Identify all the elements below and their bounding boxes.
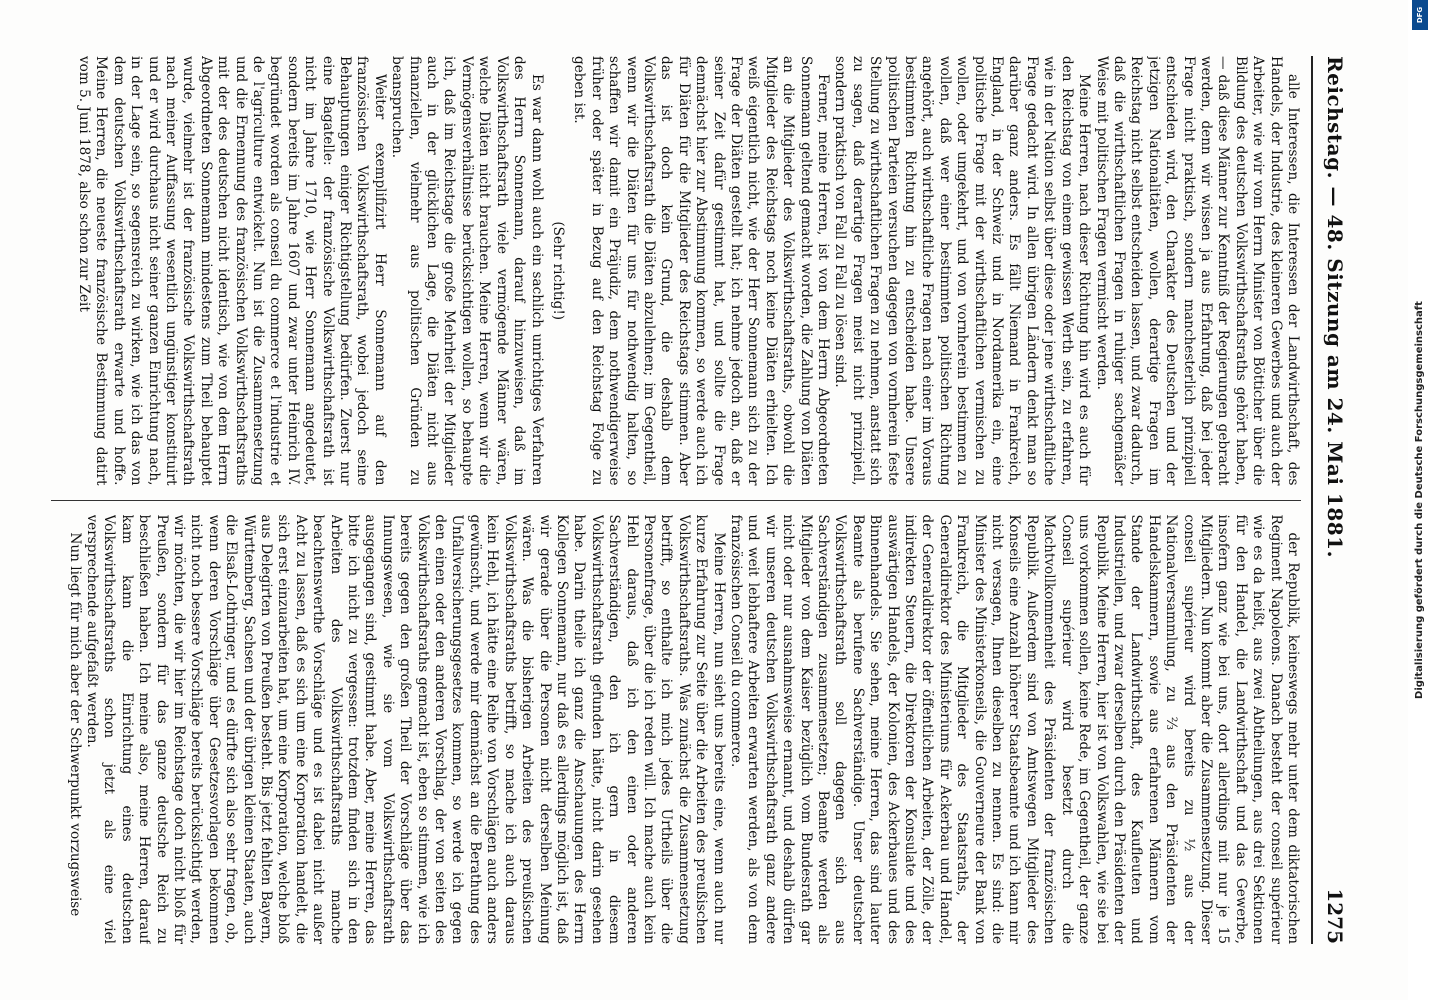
page-number: 1275 [1323, 888, 1347, 944]
rotated-newspaper-page [35, 30, 1365, 970]
paragraph: Weiter exemplifizirt Herr Sonnemann auf den französischen Volkswirthschaftsrath, wobei jedoch seine Behauptungen einiger Richtigstellung bedürfen. Zuerst nur eine Bagatelle: der französische Volkswirthschaftsrath ist nicht im Jahre 1710, wie Herr Sonnemann angedeutet, sondern bereits im Jahre 1607 und zwar unter Heinrich IV. begründet worden als conseil du commerce et l'industrie et de l'agriculture entwickelt. Nun ist die Zusammensetzung und die Ernennung des französischen Volkswirthschaftsraths mit der des deutschen nicht identisch, wie von dem Herrn Abgeordneten Sonnemann mindestens zum Theil behauptet wurde, vielmehr ist der französische Volkswirthschaftsrath nach meiner Auffassung wesentlich ungünstiger konstituirt und er wird durchaus nicht seiner ganzen Einrichtung nach, in der Lage sein, so segensreich zu wirken, wie ich das von dem deutschen Volkswirthschaftsrath erwarte und hoffe. Meine Herren, die neueste französische Bestimmung datirt vom 5. Juni 1878, also schon zur Zeit [75, 56, 388, 486]
digitization-credit-strip [1408, 0, 1432, 1000]
page-header [1311, 56, 1347, 944]
paragraph: Es war dann wohl auch ein sachlich unrichtiges Verfahren des Herrn Sonnemann, darauf hinzuweisen, daß im Volkswirthschaftsrath viele vermögende Männer wären, welche Diäten nicht brauchen. Meine Herren, wenn wir die Vermögensverhältnisse berücksichtigen wollen, so behaupte ich, daß im Reichstage die große Mehrheit der Mitglieder auch in der glücklichen Lage, die Diäten nicht aus finanziellen, vielmehr aus politischen Gründen zu beanspruchen. [389, 56, 545, 486]
paragraph: Nun liegt für mich aber der Schwerpunkt vorzugsweise [66, 532, 83, 917]
column-divider [51, 500, 1301, 501]
paragraph: Meine Herren, nach dieser Richtung hin wird es auch für den Reichstag von einem gewissen Werth sein, zu erfahren, wie in der Nation selbst über diese oder jene wirthschaftliche Frage gedacht wird. In allen übrigen Ländern denkt man so darüber ganz anders. Es fällt Niemand in Frankreich, England, in der Schweiz und in Nordamerika ein, eine politische Frage mit der wirthschaftlichen vermischen zu wollen, oder umgekehrt, und von vornherein bestimmen zu wollen, daß wer einer bestimmten politischen Richtung angehört, auch wirthschaftliche Fragen nach einer im Voraus bestimmten Richtung hin zu entscheiden habe. Unsere politischen Parteien versuchen dagegen von vornherein feste Stellung zu wirthschaftlichen Fragen zu nehmen, anstatt sich zu sagen, daß derartige Fragen meist nicht prinzipiell, sondern praktisch von Fall zu Fall zu lösen sind. [832, 56, 1093, 486]
credit-text: Digitalisierung gefördert durch die Deutsche Forschungsgemeinschaft [1414, 301, 1425, 699]
interjection: (Sehr richtig!) [549, 221, 566, 321]
header-title: Reichstag. — 48. Sitzung am 24. Mai 1881. [1323, 56, 1347, 559]
column-right [51, 515, 1301, 945]
dfg-logo-icon [1412, 0, 1428, 30]
paragraph: Ferner, meine Herren, ist von dem Herrn Abgeordneten Sonnemann geltend gemacht worden, die Zahlung von Diäten an die Mitglieder des Volkswirthschaftsraths, obwohl die Mitglieder des Reichstags noch keine Diäten erhielten. Ich weiß eigentlich nicht, wie der Herr Sonnemann sich zu der Frage der Diäten gestellt hat; ich nehme jedoch an, daß er seiner Zeit dafür gestimmt hat, und sollte die Frage demnächst hier zur Abstimmung kommen, so werde auch ich für Diäten für die Mitglieder des Reichstags stimmen. Aber das ist doch kein Grund, die deshalb dem Volkswirthschaftsrath die Diäten abzulehnen; im Gegentheil, wenn wir die Diäten für uns für nothwendig halten, so schaffen wir damit ein Präjudiz, dem nothwendigerweise früher oder später in Bezug auf den Reichstag Folge zu geben ist. [571, 56, 832, 486]
dfg-logo-text: DFG [1416, 6, 1424, 24]
digitization-credit [1408, 0, 1432, 1000]
paragraph: alle Interessen, die Interessen der Landwirthschaft, des Handels, der Industrie, des kleineren Gewerbes und auch der Arbeiter, wie wir vom Herrn Minister von Bötticher über die Bildung des deutschen Volkswirthschaftsraths gehört haben, — daß diese Männer zur Kenntniß der Regierungen gebracht werden, denn wir wissen ja aus Erfahrung, daß bei jeder Frage nicht praktisch, sondern manchesterlich prinzipiell entschieden wird, den Charakter des Deutschen und der jetzigen Nationalitäten, wollen, derartige Fragen im Reichstag nicht selbst entscheiden lassen, und zwar dadurch, daß die wirthschaftlichen Fragen in ruhiger sachgemäßer Weise mit politischen Fragen vermischt werden. [1093, 56, 1301, 486]
text-columns [51, 56, 1301, 944]
paragraph: der Republik, keineswegs mehr unter dem diktatorischen Regiment Napoleons. Danach besteht der conseil supérieur wie es da heißt, aus zwei Abtheilungen, aus drei Sektionen für den Handel, die Landwirthschaft und das Gewerbe, insofern ganz wie bei uns, dort allerdings mit nur je 15 Mitgliedern. Nun kommt aber die Zusammensetzung. Dieser conseil supérieur wird bereits zu ½ aus der Nationalversammlung, zu ⅔ aus den Präsidenten der Handelskammern, sowie aus erfahrenen Männern vom Stande der Landwirthschaft, des Kaufleuten und Industriellen, und zwar derselben durch den Präsidenten der Republik. Meine Herren, hier ist von Volkswahlen, wie sie bei uns vorkommen sollen, keine Rede, im Gegentheil, der ganze Conseil supérieur wird besetzt durch die Machtvollkommenheit des Präsidenten der französischen Republik. Außerdem sind von Amtswegen Mitglieder des Konseils eine Anzahl höherer Staatsbeamte und ich kann mir nicht versagen, Ihnen dieselben zu nennen. Es sind: die Minister des Ministerkonseils, die Gouverneure der Bank von Frankreich, die Mitglieder des Staatsraths, der Generaldirektor des Ministeriums für Ackerbau und Handel, der Generaldirektor der öffentlichen Arbeiten, der Zölle, der indirekten Steuern, die Direktoren der Konsulate und des auswärtigen Handels, der Kolonien, des Ackerbaues und des Binnenhandels. Sie sehen, meine Herren, das sind lauter Beamte als berufene Sachverständige. Unser deutscher Volkswirthschaftsrath soll dagegen sich aus Sachverständigen zusammensetzen; Beamte werden als Mitglieder von dem Kaiser bezüglich vom Bundesrath gar nicht oder nur ausnahmsweise ernannt, und deshalb dürfen wir unseren deutschen Volkswirthschaftsrath ganz andere und weit lebhaftere Arbeiten erwarten werden, als von dem französischen Conseil du commerce. [728, 514, 1301, 944]
column-left [51, 56, 1301, 486]
paragraph: Meine Herren, nun sieht uns bereits eine, wenn auch nur kurze Erfahrung zur Seite über die Arbeiten des preußischen Volkswirthschaftsraths. Was zunächst die Zusammensetzung betrifft, so enthalte ich mich jedes Urtheils über die Personenfrage, über die ich reden will. Ich mache auch kein Hehl daraus, daß ich den einen oder anderen Sachverständigen, den ich gern in diesem Volkswirthschaftsrath gefunden hätte, nicht darin gesehen habe. Darin theile ich ganz die Anschauungen des Herrn Kollegen Sonnemann, nur daß es allerdings möglich ist, daß wir gerade über die Personen nicht derselben Meinung wären. Was die bisherigen Arbeiten des preußischen Volkswirthschaftsraths betrifft, so mache ich auch daraus kein Hehl, ich hätte eine Reihe von Vorschlägen auch anders gewünscht, und werde mir demnächst an die Berathung des Unfallversicherungsgesetzes kommen, so werde ich gegen den einen oder den anderen Vorschlag, der von seiten des Volkswirthschaftsraths gemacht ist, eben so stimmen, wie ich bereits gegen den großen Theil der Vorschläge über das Innungswesen, wie sie vom Volkswirthschaftsrath ausgegangen sind, gestimmt habe. Aber, meine Herren, das bitte ich nicht zu vergessen: trotzdem finden sich in den Arbeiten des Volkswirthschaftsraths manche beachtenswerthe Vorschläge und es ist dabei nicht außer Acht zu lassen, daß es sich um eine Korporation handelt, die sich erst einzuarbeiten hat, um eine Korporation, welche bloß aus Delegirten von Preußen besteht. Bis jetzt fehlten Bayern, Württemberg, Sachsen und der übrigen kleinen Staaten, auch die Elsaß-Lothringer, und es dürfte sich also sehr fragen, ob, wenn deren Vorschläge über Gesetzesvorlagen bekommen nicht noch bessere Vorschläge bereits berücksichtigt werden, wir möchten, die wir hier im Reichstage doch nicht bloß für Preußen, sondern für das ganze deutsche Reich zu beschließen haben. Ich meine also, meine Herren, darauf kam kann die Einrichtung eines deutschen Volkswirthschaftsraths schon jetzt als eine viel versprechende aufgefaßt werden. [83, 514, 727, 944]
